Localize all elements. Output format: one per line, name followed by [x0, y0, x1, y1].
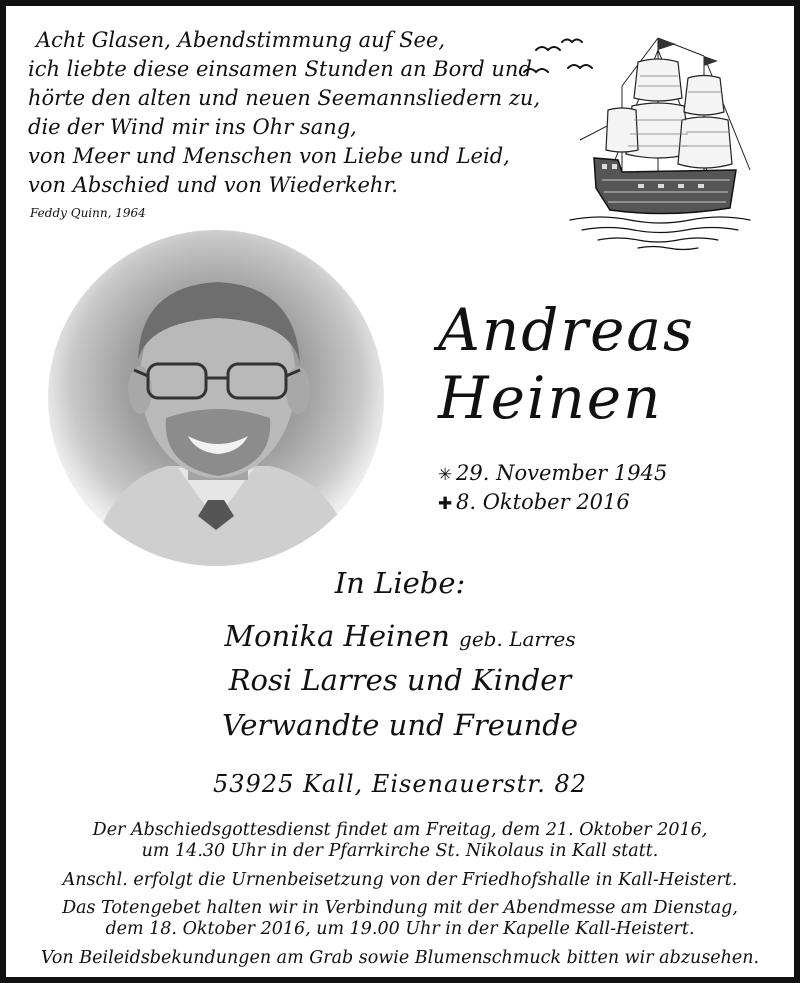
sailing-ship-icon: [518, 20, 788, 256]
poem-line: hörte den alten und neuen Seemannsliedern zu,: [28, 86, 541, 110]
mourner-name: Rosi Larres und Kinder: [228, 663, 572, 697]
poem-line: von Meer und Menschen von Liebe und Leid,: [28, 144, 510, 168]
poem-line: die der Wind mir ins Ohr sang,: [28, 115, 357, 139]
cross-icon: ✚: [438, 494, 453, 514]
poem-credit: Feddy Quinn, 1964: [30, 206, 146, 220]
death-row: [438, 489, 667, 518]
notice-line: Das Totengebet halten wir in Verbindung mit der Abendmesse am Dienstag,: [62, 898, 738, 918]
mourner-line: [6, 663, 794, 697]
birth-date: 29. November 1945: [456, 461, 668, 485]
notice-service: [6, 820, 794, 862]
poem-line: von Abschied und von Wiederkehr.: [28, 173, 398, 197]
mourner-suffix: geb. Larres: [459, 627, 576, 651]
notice-burial: [6, 870, 794, 891]
notice-line: dem 18. Oktober 2016, um 19.00 Uhr in der Kapelle Kall-Heistert.: [105, 919, 695, 939]
notice-line: Anschl. erfolgt die Urnenbeisetzung von der Friedhofshalle in Kall-Heistert.: [62, 870, 738, 890]
star-icon: ✳: [438, 465, 453, 485]
poem-line: Acht Glasen, Abendstimmung auf See,: [36, 28, 445, 52]
deceased-name: [438, 296, 695, 432]
notice-line: um 14.30 Uhr in der Pfarrkirche St. Nikolaus in Kall statt.: [141, 841, 659, 861]
first-name: Andreas: [438, 296, 695, 364]
notice-line: Der Abschiedsgottesdienst findet am Freitag, dem 21. Oktober 2016,: [92, 820, 708, 840]
last-name: Heinen: [438, 364, 663, 432]
life-dates: [438, 460, 667, 518]
death-date: 8. Oktober 2016: [456, 490, 630, 514]
poem-line: ich liebte diese einsamen Stunden an Bord und: [28, 57, 532, 81]
mourning-heading: In Liebe:: [334, 566, 466, 600]
notice-line: Von Beileidsbekundungen am Grab sowie Blumenschmuck bitten wir abzusehen.: [40, 948, 760, 968]
mourner-name: Verwandte und Freunde: [221, 708, 579, 742]
notice-prayer: [6, 898, 794, 940]
notice-condolences: [6, 948, 794, 969]
mourner-line: [6, 708, 794, 742]
mourner-name: Monika Heinen: [224, 619, 450, 653]
mourner-line: [6, 619, 794, 653]
birth-row: [438, 460, 667, 489]
portrait-photo: [48, 230, 384, 566]
poem: [28, 26, 548, 220]
address: 53925 Kall, Eisenauerstr. 82: [212, 770, 588, 798]
